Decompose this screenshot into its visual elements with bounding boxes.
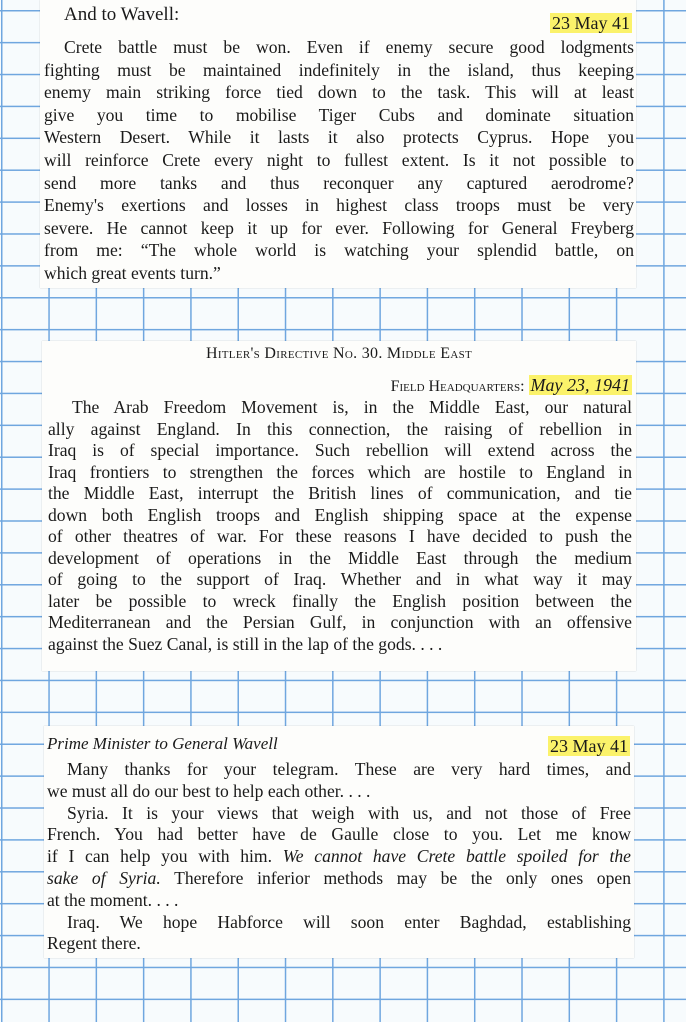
text-line: enemy main striking force tied down to the task. This will at least	[44, 82, 634, 103]
date-highlight: 23 May 41	[550, 736, 628, 756]
text-line: Iraq is of special importance. Such rebellion will extend across the	[48, 440, 632, 460]
text-line: against the Suez Canal, is still in the lap of the gods. . . .	[48, 633, 443, 654]
date-highlight: 23 May 41	[552, 13, 630, 33]
text-line	[47, 868, 631, 890]
text-line: Regent there.	[47, 933, 141, 954]
pm-telegram-clipping	[44, 726, 634, 958]
text-line: send more tanks and thus reconquer any captured aerodrome?	[44, 172, 634, 193]
text-line: at the moment. . . .	[47, 889, 179, 910]
text-line: Western Desert. While it lasts it also protects Cyprus. Hope you	[44, 127, 634, 148]
text-line: we must all do our best to help each other. . . .	[47, 780, 371, 801]
text-line: later be possible to wreck finally the English position between the	[48, 590, 632, 611]
field-hq-label: Field Headquarters:	[390, 378, 525, 395]
text-line: from me: “The whole world is watching your splendid battle, on	[44, 240, 634, 261]
text-line	[47, 846, 631, 868]
text-line: French. You had better have de Gaulle close to you. Let me know	[47, 824, 631, 845]
text-line: which great events turn.”	[44, 262, 221, 283]
wavell-date	[550, 13, 632, 34]
pm-body	[47, 759, 631, 955]
text-segment: Therefore inferior methods may be the only ones open	[160, 867, 632, 888]
date-highlight: May 23, 1941	[530, 375, 630, 395]
wavell-heading: And to Wavell:	[64, 4, 180, 25]
text-line: the Middle East, interrupt the British lines of communication, and tie	[48, 483, 632, 503]
text-line: give you time to mobilise Tiger Cubs and dominate situation	[44, 104, 634, 125]
text-line: down both English troops and English shipping space at the expense	[48, 504, 632, 525]
hitler-directive-clipping	[42, 341, 636, 671]
text-line: Mediterranean and the Persian Gulf, in conjunction with an offensive	[48, 612, 632, 632]
text-line: Crete battle must be won. Even if enemy secure good lodgments	[64, 37, 634, 57]
text-line: The Arab Freedom Movement is, in the Middle East, our natural	[72, 397, 632, 417]
directive-title: Hitler's Directive No. 30. Middle East	[205, 345, 473, 362]
text-line: fighting must be maintained indefinitely in the island, thus keeping	[44, 59, 634, 80]
text-line: development of operations in the Middle East through the medium	[48, 547, 632, 568]
directive-dateline	[391, 375, 632, 396]
text-line: Enemy's exertions and losses in highest class troops must be very	[44, 195, 634, 216]
text-line: of going to the support of Iraq. Whether and in what way it may	[48, 569, 632, 589]
wavell-telegram-clipping	[40, 0, 636, 288]
text-segment: if I can help you with him.	[47, 846, 283, 867]
text-line: Iraq. We hope Habforce will soon enter Baghdad, establishing	[67, 911, 631, 932]
italic-segment: sake of Syria.	[47, 867, 161, 888]
text-line: Many thanks for your telegram. These are very hard times, and	[67, 759, 631, 779]
text-line: ally against England. In this connection, the raising of rebellion in	[48, 418, 632, 439]
pm-heading: Prime Minister to General Wavell	[47, 734, 278, 753]
text-line: will reinforce Crete every night to fullest extent. Is it not possible to	[44, 149, 634, 170]
italic-segment: We cannot have Crete battle spoiled for the	[282, 846, 631, 867]
text-line: Syria. It is your views that weigh with us, and not those of Free	[67, 802, 631, 823]
text-line: Iraq frontiers to strengthen the forces which are hostile to England in	[48, 461, 632, 482]
pm-date	[548, 736, 630, 757]
wavell-body	[44, 36, 634, 285]
text-line: of other theatres of war. For these reasons I have decided to push the	[48, 526, 632, 546]
directive-body	[48, 397, 632, 655]
text-line: severe. He cannot keep it up for ever. Following for General Freyberg	[44, 217, 634, 238]
